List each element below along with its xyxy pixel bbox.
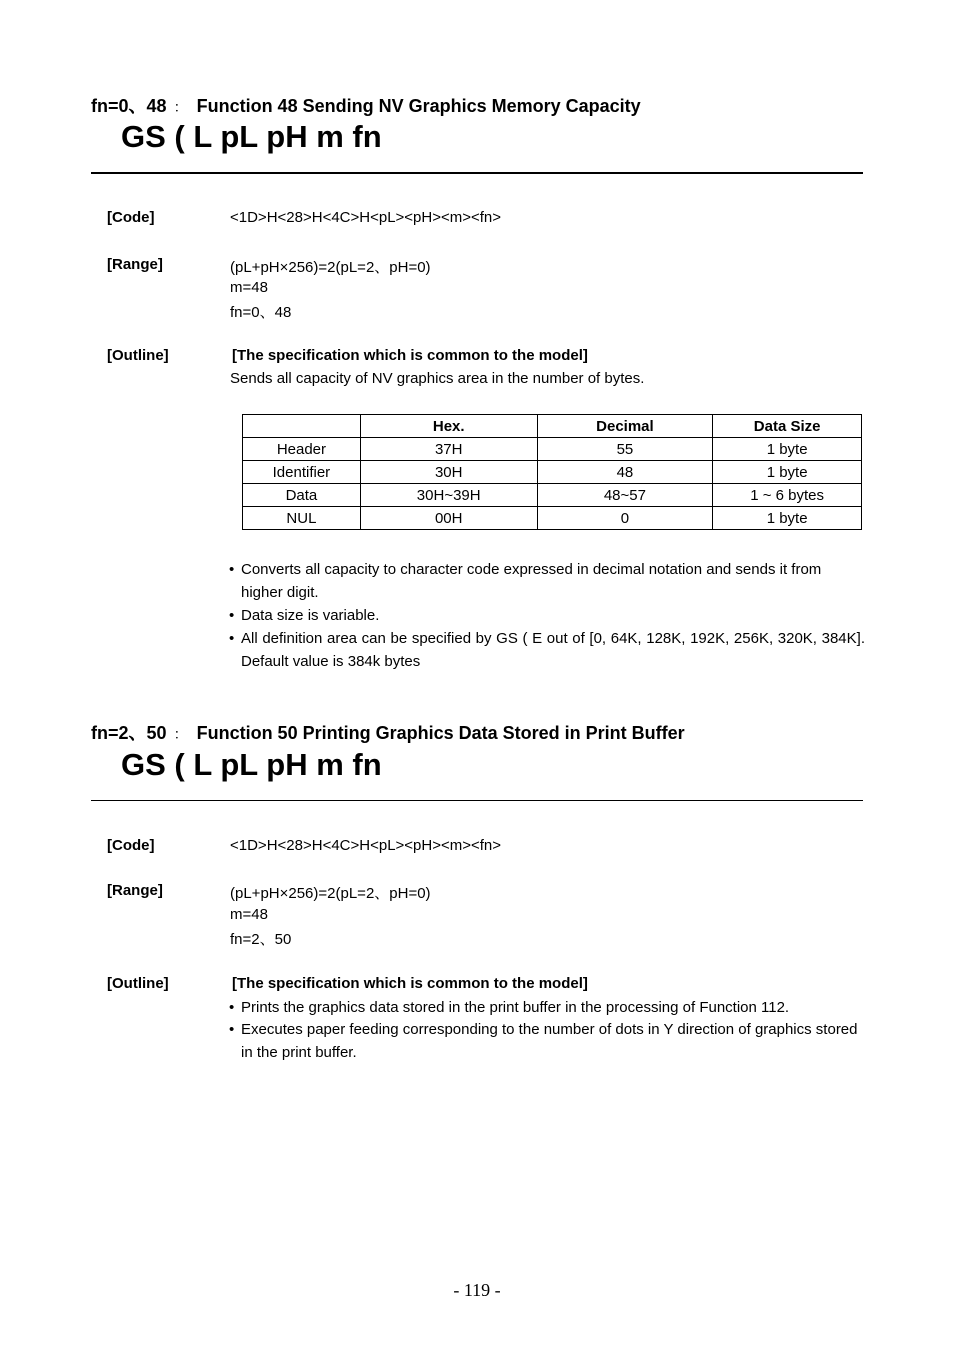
- table-cell: 30H: [360, 461, 537, 484]
- section2-range-label: [Range]: [107, 882, 163, 899]
- table-row: [243, 461, 862, 484]
- section2-range-line-3: fn=2、50: [230, 931, 292, 948]
- table-cell: Identifier: [243, 461, 361, 484]
- table-cell: 48: [537, 461, 713, 484]
- section1-code-value: <1D>H<28>H<4C>H<pL><pH><m><fn>: [230, 209, 502, 226]
- bullet-icon: •: [229, 630, 235, 647]
- table-row: [243, 507, 862, 530]
- section2-code-label: [Code]: [107, 837, 155, 854]
- section2-outline-spec: [The specification which is common to the model]: [232, 975, 588, 992]
- table-cell: Data: [243, 484, 361, 507]
- section1-range-line-2: m=48: [230, 279, 268, 296]
- section1-range-line-1: (pL+pH×256)=2(pL=2、pH=0): [230, 259, 431, 276]
- section2-fn-values: fn=2、50: [91, 723, 167, 743]
- bullet-icon: •: [229, 1021, 235, 1038]
- table-cell: 1 ~ 6 bytes: [713, 484, 862, 507]
- section1-title-divider: [91, 172, 863, 174]
- section1-fn-values: fn=0、48: [91, 96, 167, 116]
- table-header-cell: [243, 415, 361, 438]
- section1-outline-spec: [The specification which is common to the model]: [232, 347, 588, 364]
- section2-title-divider: [91, 800, 863, 801]
- section2-subtitle: [91, 719, 685, 745]
- table-row: [243, 484, 862, 507]
- table-cell: 1 byte: [713, 461, 862, 484]
- section1-subtitle-separator: ：: [173, 99, 188, 115]
- table-cell: 55: [537, 438, 713, 461]
- response-data-table: [242, 414, 862, 530]
- table-cell: NUL: [243, 507, 361, 530]
- section2-command-title: GS ( L pL pH m fn: [121, 747, 382, 782]
- bullet-icon: •: [229, 607, 235, 624]
- table-header-cell: Decimal: [537, 415, 713, 438]
- section1-bullet-2-text: Data size is variable.: [241, 607, 380, 624]
- section2-function-name: Function 50 Printing Graphics Data Stored in Print Buffer: [196, 723, 685, 743]
- table-cell: 1 byte: [713, 438, 862, 461]
- section1-range-label: [Range]: [107, 256, 163, 273]
- section2-bullet-2-text: Executes paper feeding corresponding to the number of dots in Y direction of graphics stored in the print buffer.: [241, 1021, 858, 1061]
- table-cell: 48~57: [537, 484, 713, 507]
- section1-code-label: [Code]: [107, 209, 155, 226]
- table-row: [243, 438, 862, 461]
- table-header-row: [243, 415, 862, 438]
- section2-bullet-1-text: Prints the graphics data stored in the print buffer in the processing of Function 112.: [241, 999, 790, 1016]
- section2-range-line-1: (pL+pH×256)=2(pL=2、pH=0): [230, 885, 431, 902]
- bullet-icon: •: [229, 561, 235, 578]
- table-header-cell: Hex.: [360, 415, 537, 438]
- section1-outline-label: [Outline]: [107, 347, 169, 364]
- section2-outline-label: [Outline]: [107, 975, 169, 992]
- section2-bullet-1: [229, 996, 865, 1019]
- table-cell: 37H: [360, 438, 537, 461]
- section1-range-line-3: fn=0、48: [230, 304, 292, 321]
- table-cell: Header: [243, 438, 361, 461]
- section2-bullet-2: [229, 1018, 865, 1064]
- section1-bullet-3-text: All definition area can be specified by GS ( E out of [0, 64K, 128K, 192K, 256K, 320K, 384K]. Default value is 384k bytes: [241, 630, 865, 670]
- table-cell: 00H: [360, 507, 537, 530]
- section1-outline-text: Sends all capacity of NV graphics area in the number of bytes.: [230, 370, 645, 387]
- section1-function-name: Function 48 Sending NV Graphics Memory Capacity: [196, 96, 641, 116]
- table-cell: 1 byte: [713, 507, 862, 530]
- section1-bullet-3: [229, 627, 865, 673]
- section1-subtitle: [91, 92, 641, 118]
- section1-bullet-1: [229, 558, 865, 604]
- table-cell: 0: [537, 507, 713, 530]
- section1-bullet-2: [229, 604, 865, 627]
- page-number: - 119 -: [453, 1280, 501, 1300]
- section2-subtitle-separator: ：: [173, 726, 188, 742]
- section1-bullet-1-text: Converts all capacity to character code expressed in decimal notation and sends it from higher digit.: [241, 561, 822, 601]
- bullet-icon: •: [229, 999, 235, 1016]
- table-header-cell: Data Size: [713, 415, 862, 438]
- section1-command-title: GS ( L pL pH m fn: [121, 119, 382, 154]
- table-cell: 30H~39H: [360, 484, 537, 507]
- section2-range-line-2: m=48: [230, 906, 268, 923]
- section2-code-value: <1D>H<28>H<4C>H<pL><pH><m><fn>: [230, 837, 502, 854]
